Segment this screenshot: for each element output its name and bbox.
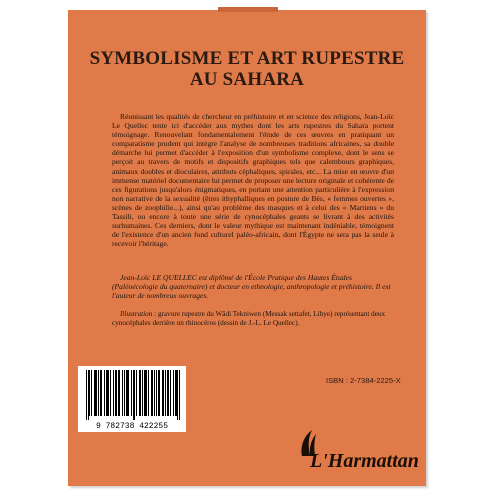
barcode-bar <box>88 370 89 420</box>
barcode-bar <box>95 370 96 416</box>
illustration-label: Illustration <box>120 310 153 318</box>
barcode-bar <box>104 370 105 416</box>
barcode-bar <box>144 370 145 416</box>
barcode-bar <box>118 370 119 416</box>
barcode-bar <box>101 370 102 416</box>
barcode-bar <box>124 370 125 416</box>
barcode-bar <box>122 370 123 416</box>
barcode-bar <box>115 370 116 416</box>
barcode-bar <box>154 370 155 416</box>
illustration-text: : gravure rupestre du Wâdi Tekniwen (Messak settafet, Libye) représentant deux cynocéphales derrière un rhinocéros (dessin de J.-L. Le Quellec). <box>112 310 386 327</box>
barcode-bar <box>86 370 87 420</box>
barcode-bar <box>89 370 90 416</box>
barcode-bar <box>165 370 166 416</box>
barcode-bar <box>91 370 92 416</box>
barcode-bar <box>134 370 135 420</box>
barcode-bar <box>151 370 152 416</box>
barcode-bar <box>145 370 146 416</box>
barcode-bar <box>126 370 127 416</box>
barcode-bar <box>108 370 109 416</box>
barcode-bar <box>152 370 153 416</box>
barcode-bar <box>128 370 129 416</box>
barcode-bar <box>146 370 147 416</box>
barcode-bar <box>94 370 95 416</box>
barcode-bar <box>156 370 157 416</box>
publisher-logo <box>296 428 420 484</box>
barcode-bar <box>179 370 180 420</box>
barcode-bar <box>170 370 171 416</box>
barcode-graphic <box>78 366 186 432</box>
barcode <box>78 366 186 432</box>
barcode-digits: 9 782738 422255 <box>95 422 169 431</box>
barcode-bar <box>127 370 128 416</box>
barcode-bar <box>110 370 111 416</box>
author-note: Jean-Loïc LE QUELLEC est diplômé de l'École Pratique des Hautes Études (Paléoécologie du quaternaire) et docteur en ethnologie, anthropologie et préhistoire. Il est l'auteur de nombreux ouvrages. <box>112 273 391 301</box>
barcode-bar <box>167 370 168 416</box>
barcode-bar <box>98 370 99 416</box>
isbn-number: ISBN : 2-7384-2225-X <box>326 376 401 385</box>
book-back-cover <box>68 10 426 486</box>
barcode-bar <box>162 370 163 416</box>
cover-top-tab <box>218 7 278 12</box>
barcode-bar <box>106 370 107 416</box>
barcode-bar <box>142 370 143 416</box>
barcode-bar <box>119 370 120 416</box>
barcode-bar <box>133 370 134 420</box>
title-line-1: SYMBOLISME ET ART RUPESTRE <box>89 48 405 69</box>
barcode-bar <box>113 370 114 416</box>
barcode-bar <box>100 370 101 416</box>
barcode-bar <box>168 370 169 416</box>
title-line-2: AU SAHARA <box>189 69 305 90</box>
barcode-bar <box>136 370 137 416</box>
barcode-bar <box>139 370 140 416</box>
barcode-bar <box>148 370 149 416</box>
barcode-bar <box>131 370 132 416</box>
barcode-bar <box>163 370 164 416</box>
barcode-bar <box>176 370 177 416</box>
barcode-bar <box>107 370 108 416</box>
barcode-bar <box>140 370 141 416</box>
book-description: Réunissant les qualités de chercheur en préhistoire et en science des religions, Jean-Loïc Le Quellec tente ici d'accéder aux mythes dont les arts rupestres du Sahara portent témoignage. Renouvelant fondamentalement l'étude de ces œuvres en pratiquant un comparatisme prudent qui intègre l'analyse de nombreuses traditions africaines, sa double démarche lui permet d'accéder à l'exposition d'un symbolisme complexe, dont le sens se perçoit au travers de motifs et dispositifs graphiques tels que calembours graphiques, animaux doubles et dioculaires, attributs céphaliques, spirales, etc... La mise en œuvre d'un immense matériel documentaire lui permet de proposer une lecture originale et cohérente de ces figurations jusqu'alors énigmatiques, en portant une attention particulière à l'expression non narrative de la sexualité (êtres ithyphalliques en posture de Bès, « femmes ouvertes », scènes de zoophilie...), ainsi qu'au problème des masques et à celui des « Martiens » du Tassili, ou encore à toute une série de cynocéphales geants se livrant à des activités surhumaines. Ces derniers, dont le valeur mythique est maintenant indéniable, témoignent de l'existence d'un ancien fond culturel paléo-africain, dont l'Égypte ne sera pas la seule à recevoir l'héritage. <box>112 112 394 249</box>
barcode-bar <box>177 370 178 420</box>
book-title <box>68 48 426 90</box>
barcode-bar <box>175 370 176 416</box>
barcode-bar <box>158 370 159 416</box>
barcode-bar <box>96 370 97 416</box>
illustration-credit <box>112 310 394 328</box>
barcode-bar <box>116 370 117 416</box>
barcode-bar <box>159 370 160 416</box>
barcode-bar <box>173 370 174 416</box>
publisher-name: L'Harmattan <box>310 450 419 472</box>
